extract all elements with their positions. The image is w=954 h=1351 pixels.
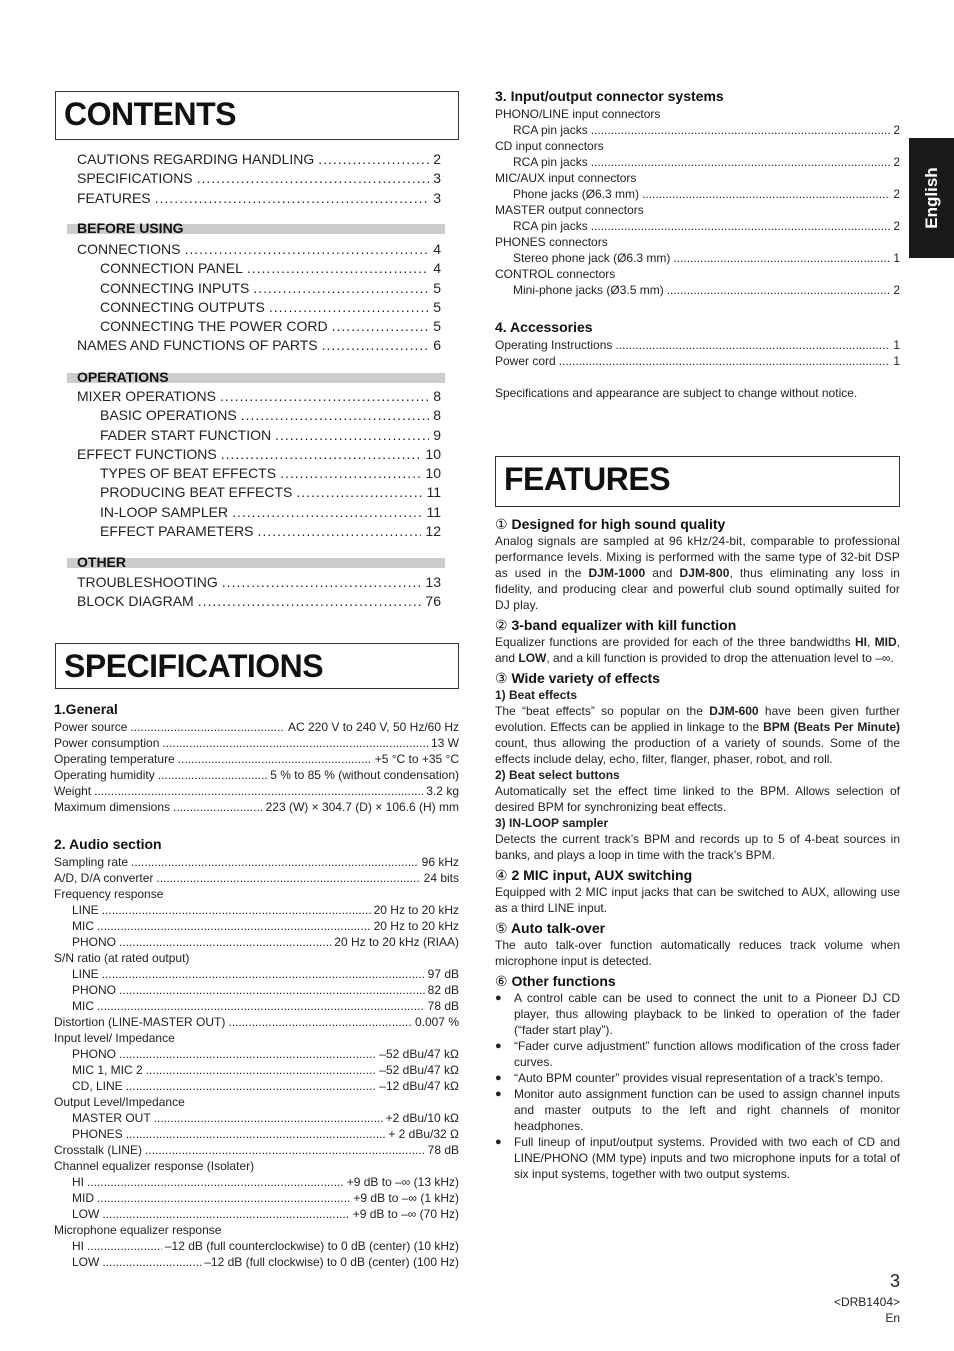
spec-accessories	[495, 319, 900, 370]
spec-row	[54, 1095, 459, 1111]
spec-value: 2	[893, 123, 900, 137]
leader-dots	[220, 388, 429, 404]
leader-dots	[280, 465, 421, 481]
spec-row	[54, 919, 459, 935]
spec-label: Weight	[54, 784, 92, 798]
toc-entry-label: EFFECT FUNCTIONS	[77, 445, 217, 462]
spec-value: 78 dB	[427, 1143, 459, 1157]
toc-entry	[77, 337, 441, 356]
leader-dots	[158, 768, 268, 782]
feature-2-heading: ② 3-band equalizer with kill function	[495, 617, 737, 633]
spec-audio	[54, 836, 459, 1271]
spec-row	[54, 903, 459, 919]
spec-label: Distortion (LINE-MASTER OUT)	[54, 1015, 226, 1029]
leader-dots	[97, 1191, 350, 1205]
heading-operations: OPERATIONS	[77, 369, 169, 385]
doc-code: <DRB1404>	[833, 1295, 900, 1309]
spec-label: Frequency response	[54, 887, 164, 901]
toc-top-list	[77, 151, 441, 209]
leader-dots	[322, 337, 430, 353]
toc-entry	[77, 465, 441, 484]
feature-1-heading: ① Designed for high sound quality	[495, 516, 726, 532]
toc-entry-page: 8	[433, 388, 441, 404]
heading-before-using: BEFORE USING	[77, 220, 184, 236]
toc-entry-label: BLOCK DIAGRAM	[77, 593, 194, 610]
spec-label: PHONES	[72, 1127, 123, 1141]
spec-io-heading: 3. Input/output connector systems	[495, 88, 724, 104]
toc-entry-label: PRODUCING BEAT EFFECTS	[100, 484, 293, 501]
feature-3-heading: ③ Wide variety of effects	[495, 670, 660, 686]
spec-row	[54, 1159, 459, 1175]
leader-dots	[318, 151, 429, 167]
toc-entry	[77, 280, 441, 299]
leader-dots	[241, 407, 430, 423]
feature-1-text: Analog signals are sampled at 96 kHz/24-bit, comparable to professional performance levels. Mixing is performed with the same type of 32-bit DSP as used in the DJM-1000 and DJM-800, thus eliminating any loss in fidelity, and producing clear and powerful club sound optimally suited for DJ play.	[495, 534, 900, 612]
toc-entry-page: 4	[433, 241, 441, 257]
leader-dots	[119, 983, 425, 997]
language-tab	[909, 138, 954, 258]
spec-row	[54, 1047, 459, 1063]
leader-dots	[173, 800, 263, 814]
leader-dots	[162, 736, 428, 750]
feature-3-sub3: 3) IN-LOOP sampler	[495, 816, 609, 830]
spec-io	[495, 88, 900, 299]
toc-entry	[77, 574, 441, 593]
spec-value: 2	[893, 283, 900, 297]
spec-label: LOW	[72, 1207, 100, 1221]
spec-row	[495, 139, 900, 155]
spec-row	[495, 338, 900, 354]
spec-row	[54, 1063, 459, 1079]
spec-row	[54, 871, 459, 887]
spec-row	[54, 1255, 459, 1271]
feature-6-bullet: ● Full lineup of input/output systems. Provided with two each of CD and LINE/PHONO (MM type) inputs and two microphone inputs for a total of six input systems, together with two output systems.	[495, 1134, 900, 1182]
toc-entry-label: FEATURES	[77, 189, 151, 206]
toc-entry	[77, 446, 441, 465]
spec-row	[54, 887, 459, 903]
feature-4-text: Equipped with 2 MIC input jacks that can be switched to AUX, allowing use as a third LINE input.	[495, 885, 900, 915]
toc-entry-label: NAMES AND FUNCTIONS OF PARTS	[77, 337, 318, 354]
spec-value: –12 dBu/47 kΩ	[379, 1079, 459, 1093]
leader-dots	[97, 919, 371, 933]
page-number: 3	[889, 1271, 900, 1291]
spec-row	[54, 1207, 459, 1223]
spec-row	[54, 768, 459, 784]
leader-dots	[102, 967, 425, 981]
spec-row	[495, 219, 900, 235]
toc-entry-page: 5	[433, 298, 441, 315]
spec-row	[495, 203, 900, 219]
spec-value: 2	[893, 187, 900, 201]
spec-value: 97 dB	[427, 967, 459, 981]
toc-entry-page: 3	[433, 189, 441, 206]
doc-lang: En	[885, 1311, 900, 1325]
spec-label: CD, LINE	[72, 1079, 123, 1093]
spec-label: Crosstalk (LINE)	[54, 1143, 143, 1157]
leader-dots	[275, 427, 429, 443]
spec-row	[54, 1127, 459, 1143]
leader-dots	[155, 190, 430, 206]
leader-dots	[642, 187, 890, 201]
spec-value: 78 dB	[427, 999, 459, 1013]
spec-label: CD input connectors	[495, 139, 604, 153]
spec-label: Phone jacks (Ø6.3 mm)	[513, 187, 640, 201]
leader-dots	[146, 1063, 377, 1077]
contents-title-box	[55, 91, 459, 140]
spec-label: MIC 1, MIC 2	[72, 1063, 143, 1077]
leader-dots	[221, 446, 422, 462]
leader-dots	[258, 523, 422, 539]
leader-dots	[232, 504, 422, 520]
spec-label: Operating temperature	[54, 752, 175, 766]
toc-entry-page: 11	[426, 484, 441, 501]
spec-row	[495, 107, 900, 123]
spec-value: +5 °C to +35 °C	[374, 752, 459, 766]
leader-dots	[228, 1015, 412, 1029]
toc-entry	[77, 151, 441, 170]
spec-label: S/N ratio (at rated output)	[54, 951, 190, 965]
spec-label: CONTROL connectors	[495, 267, 616, 281]
spec-row	[54, 720, 459, 736]
spec-row	[495, 171, 900, 187]
toc-entry	[77, 170, 441, 189]
spec-value: 24 bits	[423, 871, 459, 885]
spec-value: +9 dB to –∞ (13 kHz)	[346, 1175, 459, 1189]
spec-label: Power cord	[495, 354, 556, 368]
spec-label: PHONO	[72, 983, 117, 997]
spec-value: 13 W	[430, 736, 459, 750]
spec-value: 20 Hz to 20 kHz (RIAA)	[334, 935, 459, 949]
toc-entry	[77, 241, 441, 260]
toc-entry-page: 11	[426, 503, 441, 520]
spec-label: Operating Instructions	[495, 338, 613, 352]
feature-3-sub2: 2) Beat select buttons	[495, 768, 620, 782]
leader-dots	[667, 283, 891, 297]
leader-dots	[296, 484, 422, 500]
spec-value: –52 dBu/47 kΩ	[379, 1047, 459, 1061]
heading-other: OTHER	[77, 554, 126, 570]
toc-entry	[77, 190, 441, 209]
toc-entry	[77, 593, 441, 612]
spec-value: 223 (W) × 304.7 (D) × 106.6 (H) mm	[265, 800, 459, 814]
toc-entry	[77, 299, 441, 318]
spec-row	[54, 935, 459, 951]
spec-row	[54, 800, 459, 816]
toc-entry	[77, 504, 441, 523]
leader-dots	[154, 1111, 383, 1125]
toc-entry-label: MIXER OPERATIONS	[77, 388, 216, 404]
spec-label: Channel equalizer response (Isolater)	[54, 1159, 255, 1173]
spec-row	[495, 235, 900, 251]
spec-row	[54, 983, 459, 999]
feature-5-text: The auto talk-over function automatically reduces track volume when microphone input is detected.	[495, 938, 900, 968]
features-title: FEATURES	[504, 461, 671, 497]
spec-label: Stereo phone jack (Ø6.3 mm)	[513, 251, 671, 265]
leader-dots	[126, 1079, 377, 1093]
leader-dots	[269, 299, 429, 315]
feature-6-bullets	[495, 990, 900, 1182]
spec-value: 5 % to 85 % (without condensation)	[270, 768, 459, 782]
leader-dots	[253, 280, 429, 296]
spec-label: HI	[72, 1239, 84, 1253]
language-tab-label: English	[921, 167, 941, 229]
toc-operations-list	[77, 388, 441, 542]
feature-3-text1: The “beat effects” so popular on the DJM-600 have been given further evolution. Effects can be applied in linkage to the BPM (Beats Per Minute) count, thus allowing the production of a variety of sounds. Some of the effects include delay, echo, filter, flanger, phaser, robot, and roll.	[495, 704, 901, 766]
spec-label: MIC	[72, 999, 94, 1013]
leader-dots	[94, 784, 423, 798]
toc-entry	[77, 318, 441, 337]
spec-label: Sampling rate	[54, 855, 129, 869]
leader-dots	[131, 855, 419, 869]
spec-label: Input level/ Impedance	[54, 1031, 175, 1045]
spec-value: + 2 dBu/32 Ω	[388, 1127, 459, 1141]
spec-value: +9 dB to –∞ (1 kHz)	[353, 1191, 459, 1205]
spec-row	[54, 1143, 459, 1159]
spec-row	[495, 354, 900, 370]
toc-entry-page: 5	[433, 279, 441, 296]
toc-entry-label: CONNECTING INPUTS	[100, 279, 250, 296]
spec-general-heading: 1.General	[54, 701, 118, 717]
spec-value: –12 dB (full counterclockwise) to 0 dB (center) (10 kHz)	[164, 1239, 459, 1253]
spec-label: LOW	[72, 1255, 100, 1269]
toc-entry	[77, 407, 441, 426]
spec-label: PHONO	[72, 1047, 117, 1061]
toc-entry	[77, 260, 441, 279]
spec-label: Microphone equalizer response	[54, 1223, 222, 1237]
spec-label: LINE	[72, 967, 99, 981]
toc-entry-label: IN-LOOP SAMPLER	[100, 503, 229, 520]
toc-entry-label: CONNECTING OUTPUTS	[100, 298, 265, 315]
toc-before-using-list	[77, 241, 441, 357]
toc-entry-page: 9	[433, 426, 441, 443]
leader-dots	[197, 170, 430, 186]
leader-dots	[119, 935, 331, 949]
toc-entry-label: FADER START FUNCTION	[100, 426, 272, 443]
toc-entry-label: SPECIFICATIONS	[77, 170, 193, 187]
spec-row	[54, 736, 459, 752]
leader-dots	[332, 318, 430, 334]
specifications-title: SPECIFICATIONS	[64, 648, 324, 684]
toc-entry-label: CONNECTION PANEL	[100, 260, 243, 277]
spec-row	[54, 855, 459, 871]
feature-3-text3: Detects the current track’s BPM and records up to 5 of 4-beat sources in banks, and plays a loop in time with the track’s BPM.	[495, 832, 900, 862]
spec-label: RCA pin jacks	[513, 123, 588, 137]
spec-label: RCA pin jacks	[513, 219, 588, 233]
spec-row	[495, 155, 900, 171]
spec-label: A/D, D/A converter	[54, 871, 154, 885]
leader-dots	[222, 574, 422, 590]
leader-dots	[591, 155, 891, 169]
feature-6-bullet: ● A control cable can be used to connect the unit to a Pioneer DJ CD player, thus allowing playback to be linked to operation of the fader (“fader start play”).	[495, 990, 900, 1038]
spec-value: AC 220 V to 240 V, 50 Hz/60 Hz	[288, 720, 459, 734]
spec-value: +2 dBu/10 kΩ	[385, 1111, 459, 1125]
leader-dots	[119, 1047, 376, 1061]
leader-dots	[615, 338, 890, 352]
spec-label: MIC/AUX input connectors	[495, 171, 637, 185]
spec-label: Maximum dimensions	[54, 800, 171, 814]
leader-dots	[97, 999, 425, 1013]
spec-value: 82 dB	[427, 983, 459, 997]
toc-entry-label: CONNECTIONS	[77, 241, 181, 257]
specifications-title-box	[55, 643, 459, 689]
spec-label: Operating humidity	[54, 768, 155, 782]
leader-dots	[198, 593, 422, 609]
toc-entry-label: TYPES OF BEAT EFFECTS	[100, 465, 277, 482]
toc-entry-page: 3	[433, 170, 441, 187]
feature-6-heading: ⑥ Other functions	[495, 973, 616, 989]
leader-dots	[130, 720, 285, 734]
leader-dots	[87, 1239, 162, 1253]
toc-entry	[77, 523, 441, 542]
leader-dots	[178, 752, 372, 766]
spec-row	[54, 1175, 459, 1191]
spec-label: Mini-phone jacks (Ø3.5 mm)	[513, 283, 664, 297]
spec-row	[495, 123, 900, 139]
spec-label: LINE	[72, 903, 99, 917]
leader-dots	[673, 251, 890, 265]
spec-label: PHONO	[72, 935, 117, 949]
spec-row	[495, 267, 900, 283]
leader-dots	[145, 1143, 425, 1157]
feature-2-text: Equalizer functions are provided for each of the three bandwidths HI, MID, and LOW, and a kill function is provided to drop the attenuation level to –∞.	[495, 635, 901, 665]
toc-entry-page: 76	[425, 593, 441, 610]
spec-row	[54, 1015, 459, 1031]
spec-value: –52 dBu/47 kΩ	[379, 1063, 459, 1077]
feature-4-heading: ④ 2 MIC input, AUX switching	[495, 867, 693, 883]
spec-label: MIC	[72, 919, 94, 933]
spec-value: 1	[893, 338, 900, 352]
spec-label: Output Level/Impedance	[54, 1095, 185, 1109]
toc-entry-page: 6	[433, 337, 441, 354]
spec-general	[54, 701, 459, 816]
spec-value: 20 Hz to 20 kHz	[373, 919, 459, 933]
spec-audio-heading: 2. Audio section	[54, 836, 162, 852]
spec-label: RCA pin jacks	[513, 155, 588, 169]
toc-entry-page: 2	[433, 151, 441, 167]
toc-entry	[77, 484, 441, 503]
spec-row	[54, 1111, 459, 1127]
leader-dots	[126, 1127, 386, 1141]
spec-value: 1	[893, 354, 900, 368]
spec-row	[54, 1239, 459, 1255]
toc-entry-label: BASIC OPERATIONS	[100, 407, 237, 424]
spec-value: 1	[893, 251, 900, 265]
leader-dots	[156, 871, 420, 885]
toc-entry-label: CONNECTING THE POWER CORD	[100, 318, 328, 335]
toc-entry-label: CAUTIONS REGARDING HANDLING	[77, 151, 315, 167]
spec-value: +9 dB to –∞ (70 Hz)	[352, 1207, 459, 1221]
spec-label: PHONES connectors	[495, 235, 608, 249]
spec-label: PHONO/LINE input connectors	[495, 107, 661, 121]
spec-value: 20 Hz to 20 kHz	[373, 903, 459, 917]
spec-row	[54, 967, 459, 983]
feature-6-bullet: ● “Auto BPM counter” provides visual representation of a track’s tempo.	[495, 1070, 900, 1086]
spec-row	[54, 999, 459, 1015]
spec-row	[495, 283, 900, 299]
spec-value: 96 kHz	[421, 855, 459, 869]
features-title-box	[495, 456, 900, 507]
leader-dots	[591, 123, 891, 137]
leader-dots	[591, 219, 891, 233]
toc-entry-label: EFFECT PARAMETERS	[100, 523, 254, 540]
toc-entry-page: 10	[425, 465, 441, 482]
toc-entry-page: 4	[433, 260, 441, 277]
spec-value: 0.007 %	[414, 1015, 459, 1029]
toc-entry-page: 8	[433, 407, 441, 424]
spec-label: MASTER output connectors	[495, 203, 644, 217]
toc-entry-page: 12	[425, 523, 441, 540]
toc-other-list	[77, 574, 441, 613]
spec-label: HI	[72, 1175, 84, 1189]
spec-row	[54, 951, 459, 967]
contents-title: CONTENTS	[64, 96, 236, 132]
spec-value: 2	[893, 219, 900, 233]
leader-dots	[559, 354, 891, 368]
spec-row	[54, 752, 459, 768]
leader-dots	[87, 1175, 344, 1189]
toc-entry-page: 5	[433, 318, 441, 335]
spec-accessories-heading: 4. Accessories	[495, 319, 593, 335]
feature-5-heading: ⑤ Auto talk-over	[495, 920, 606, 936]
spec-row	[54, 1031, 459, 1047]
leader-dots	[102, 903, 371, 917]
spec-value: 2	[893, 155, 900, 169]
toc-entry-page: 13	[425, 574, 441, 590]
features-list	[495, 512, 900, 1182]
spec-label: MID	[72, 1191, 94, 1205]
spec-label: Power source	[54, 720, 128, 734]
spec-label: Power consumption	[54, 736, 160, 750]
spec-label: MASTER OUT	[72, 1111, 151, 1125]
toc-entry	[77, 427, 441, 446]
spec-row	[54, 1079, 459, 1095]
leader-dots	[102, 1207, 349, 1221]
toc-entry-label: TROUBLESHOOTING	[77, 574, 218, 590]
spec-row	[54, 1191, 459, 1207]
toc-entry	[77, 388, 441, 407]
spec-value: 3.2 kg	[426, 784, 459, 798]
leader-dots	[184, 241, 429, 257]
spec-row	[54, 1223, 459, 1239]
leader-dots	[102, 1255, 201, 1269]
feature-3-sub1: 1) Beat effects	[495, 688, 578, 702]
spec-row	[54, 784, 459, 800]
feature-6-bullet: ● “Fader curve adjustment” function allows modification of the cross fader curves.	[495, 1038, 900, 1070]
spec-row	[495, 251, 900, 267]
spec-row	[495, 187, 900, 203]
feature-6-bullet: ● Monitor auto assignment function can be used to assign channel inputs and master outputs to the left and right channels of monitor headphones.	[495, 1086, 900, 1134]
spec-value: –12 dB (full clockwise) to 0 dB (center) (100 Hz)	[204, 1255, 459, 1269]
toc-entry-page: 10	[425, 445, 441, 462]
leader-dots	[247, 260, 429, 276]
feature-3-text2: Automatically set the effect time linked to the BPM. Allows selection of desired BPM for synchronizing beat effects.	[495, 784, 900, 814]
spec-notice: Specifications and appearance are subject to change without notice.	[495, 386, 858, 400]
